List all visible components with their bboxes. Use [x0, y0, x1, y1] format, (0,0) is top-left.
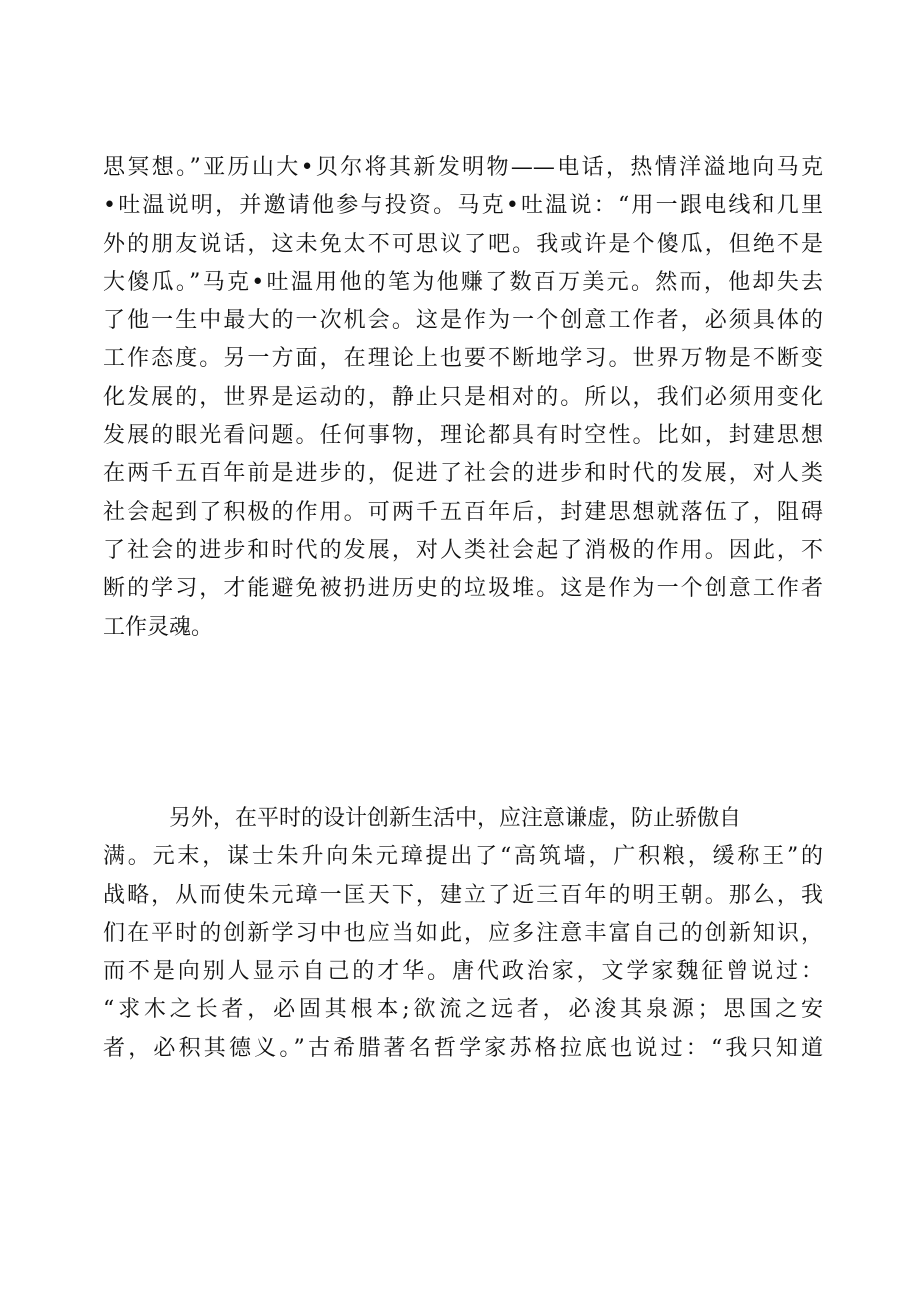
paragraph-line: 大傻瓜。”马克•吐温用他的笔为他赚了数百万美元。然而，他却失去	[103, 269, 823, 295]
paragraph-line: 者，必积其德义。”古希腊著名哲学家苏格拉底也说过：“我只知道	[103, 1035, 823, 1061]
paragraph-line: 断的学习，才能避免被扔进历史的垃圾堆。这是作为一个创意工作者	[103, 576, 823, 602]
paragraph-line: 了他一生中最大的一次机会。这是作为一个创意工作者，必须具体的	[103, 308, 823, 334]
paragraph-2	[103, 800, 823, 1068]
paragraph-line: 们在平时的创新学习中也应当如此，应多注意丰富自己的创新知识，	[103, 920, 823, 946]
paragraph-line: 思冥想。”亚历山大•贝尔将其新发明物——电话，热情洋溢地向马克	[103, 155, 823, 180]
paragraph-line: 化发展的，世界是运动的，静止只是相对的。所以，我们必须用变化	[103, 384, 823, 410]
paragraph-line: 工作灵魂。	[103, 614, 214, 640]
paragraph-line: 另外，在平时的设计创新生活中，应注意谦虚，防止骄傲自	[169, 806, 742, 831]
paragraph-line: 工作态度。另一方面，在理论上也要不断地学习。世界万物是不断变	[103, 346, 823, 372]
paragraph-1	[103, 149, 823, 647]
paragraph-line: 发展的眼光看问题。任何事物，理论都具有时空性。比如，封建思想	[103, 423, 823, 449]
paragraph-line: 满。元末，谋士朱升向朱元璋提出了“高筑墙，广积粮，缓称王”的	[103, 844, 823, 870]
paragraph-line: •吐温说明，并邀请他参与投资。马克•吐温说：“用一跟电线和几里	[103, 193, 823, 219]
paragraph-line: 外的朋友说话，这未免太不可思议了吧。我或许是个傻瓜，但绝不是	[103, 231, 823, 257]
paragraph-line: 社会起到了积极的作用。可两千五百年后，封建思想就落伍了，阻碍	[103, 499, 823, 525]
paragraph-line: 战略，从而使朱元璋一匡天下，建立了近三百年的明王朝。那么，我	[103, 882, 823, 908]
paragraph-line: “求木之长者，必固其根本;欲流之远者，必浚其泉源；思国之安	[103, 997, 823, 1023]
paragraph-line: 了社会的进步和时代的发展，对人类社会起了消极的作用。因此，不	[103, 537, 823, 563]
paragraph-line: 在两千五百年前是进步的，促进了社会的进步和时代的发展，对人类	[103, 461, 823, 487]
paragraph-line: 而不是向别人显示自己的才华。唐代政治家，文学家魏征曾说过：	[103, 959, 823, 985]
